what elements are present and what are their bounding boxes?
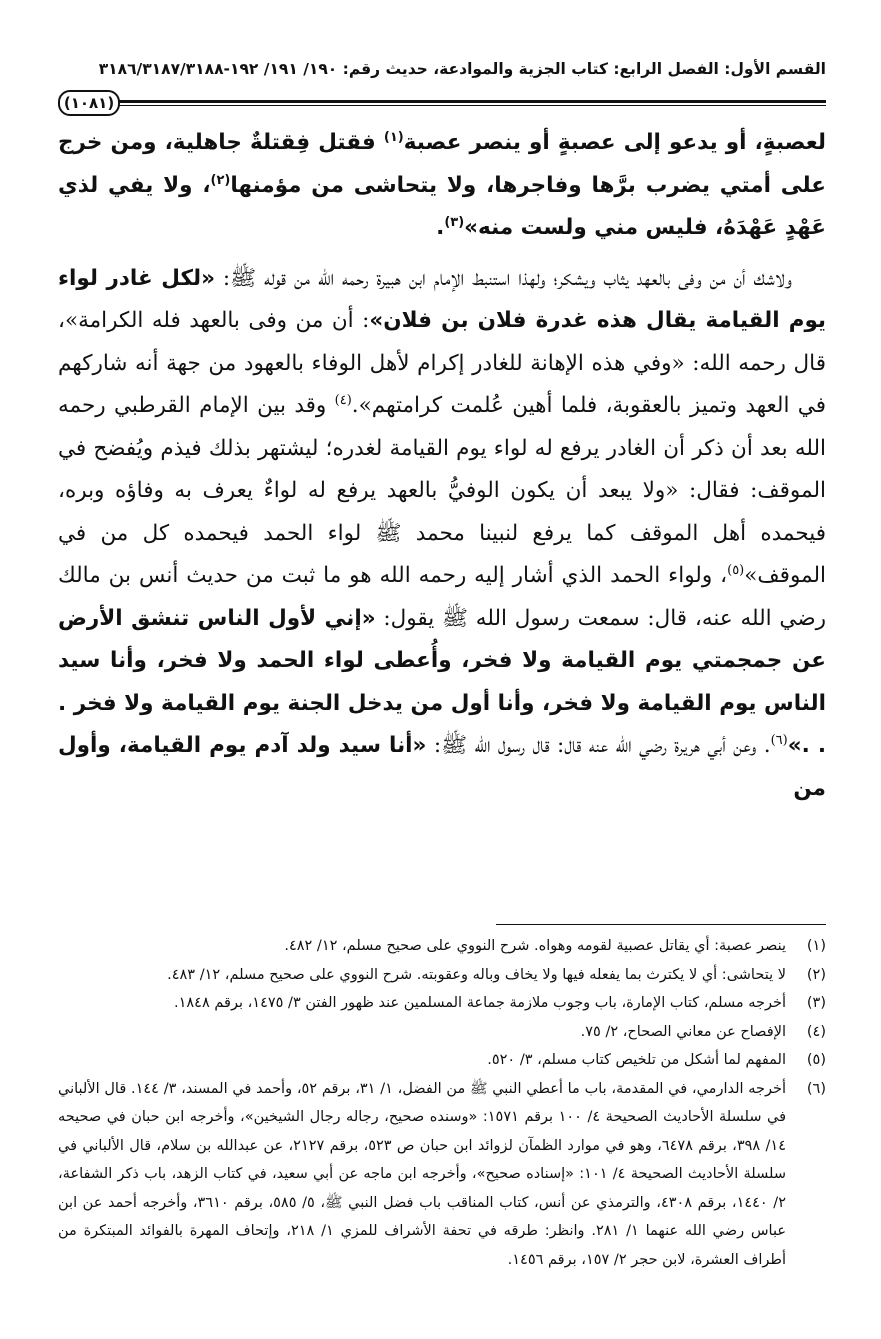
footnote-text: لا يتحاشى: أي لا يكترث بما يفعله فيها ولا يخاف وباله وعقوبته. شرح النووي على صحيح مسلم، ١٢/ ٤٨٣.: [167, 966, 786, 983]
footnote-ref-6[interactable]: (٦): [770, 732, 788, 748]
commentary-text-c: : أن من وفى بالعهد فله الكرامة»، قال رحمه الله: «وفي هذه الإهانة للغادر إكرام لأهل الوفاء بالعهود من جهة أنه شاركهم في العهد وتميز بالعقوبة، فلما أهين عُلمت كرامتهم».: [58, 308, 827, 418]
footnote-text: المفهم لما أشكل من تلخيص كتاب مسلم، ٣/ ٥٢٠.: [487, 1052, 786, 1068]
footnote-number: (١): [806, 938, 826, 954]
running-head: القسم الأول: الفصل الرابع: كتاب الجزية والموادعة، حديث رقم: ١٩٠/ ١٩١/ ١٩٢-٣١٨٦/٣١٨٧/٣١٨٨: [98, 60, 826, 78]
header-rule-thin: [116, 105, 826, 106]
commentary-text-d: وقد بين الإمام القرطبي رحمه الله بعد أن ذكر أن الغادر يرفع له لواء يوم القيامة لغدره؛ ليشتهر بذلك فيذم ويُفضح في الموقف: فقال: «ولا يبعد أن يكون الوفيُّ بالعهد يرفع له لواءٌ يعرف به وفاؤه وبره، فيحمده أهل الموقف كما يرفع لنبينا محمد ﷺ لواء الحمد فيحمده كل من في الموقف»: [58, 393, 826, 588]
footnote-ref-2[interactable]: (٢): [210, 172, 231, 188]
page-number: (١٠٨١): [58, 90, 120, 116]
footnote-ref-4[interactable]: (٤): [334, 392, 352, 408]
footnote-item: [58, 989, 826, 1018]
hadith-text-4: .: [436, 215, 445, 240]
footnote-text: أخرجه الدارمي، في المقدمة، باب ما أعطي النبي ﷺ من الفضل، ١/ ٣١، برقم ٥٢، وأحمد في المسند، ٣/ ١٤٤. قال الألباني في سلسلة الأحاديث الصحيحة ٤/ ١٠٠ برقم ١٥٧١: «وسنده صحيح، رجاله رجال الشيخين»، وأخرجه ابن حبان في صحيحه ١٤/ ٣٩٨، برقم ٦٤٧٨، وهو في موارد الظمآن لزوائد ابن حبان ص ٥٢٣، برقم ٢١٢٧، عن عبدالله بن سلام، قال الألباني في سلسلة الأحاديث الصحيحة ٤/ ١٠١: «إسناده صحيح»، وأخرجه ابن ماجه عن أبي سعيد، في كتاب الزهد، باب ذكر الشفاعة، ٢/ ١٤٤٠، برقم ٤٣٠٨، والترمذي عن أنس، كتاب المناقب باب فضل النبي ﷺ، ٥/ ٥٨٥، برقم ٣٦١٠، وأخرجه أحمد عن ابن عباس رضي الله عنهما ١/ ٢٨١. وانظر: طرقه في تحفة الأشراف للمزي ١/ ٢١٨، وإتحاف المهرة بالفوائد المبتكرة من أطراف العشرة، لابن حجر ٢/ ١٥٧، برقم ١٤٥٦.: [58, 1080, 787, 1268]
hadith-text-3: ، ولا يفي لذي عَهْدٍ عَهْدَهُ، فليس مني ولست منه»: [58, 172, 826, 240]
footnote-separator: [496, 924, 826, 925]
quoted-hadith-3: «أنا سيد ولد آدم يوم القيامة، وأول من: [58, 733, 826, 801]
footnote-number: (٦): [806, 1080, 826, 1097]
footnote-ref-5[interactable]: (٥): [727, 562, 745, 578]
footnotes: [58, 932, 826, 1274]
footnote-text: الإفصاح عن معاني الصحاح، ٢/ ٧٥.: [580, 1023, 786, 1040]
hadith-paragraph: [58, 122, 826, 250]
footnote-item: [58, 961, 826, 990]
footnote-ref-1[interactable]: (١): [383, 129, 404, 145]
footnote-ref-3[interactable]: (٣): [444, 214, 465, 230]
commentary-text-e: ، ولواء الحمد الذي أشار إليه رحمه الله هو ما ثبت من حديث أنس بن مالك رضي الله عنه، قال: سمعت رسول الله ﷺ يقول:: [58, 563, 826, 631]
footnote-number: (٥): [806, 1052, 826, 1068]
footnote-text: ينصر عصبة: أي يقاتل عصبية لقومه وهواه. شرح النووي على صحيح مسلم، ١٢/ ٤٨٢.: [284, 938, 786, 954]
footnote-item: [58, 1075, 826, 1275]
header-rule: [58, 90, 826, 116]
footnote-text: أخرجه مسلم، كتاب الإمارة، باب وجوب ملازمة جماعة المسلمين عند ظهور الفتن ٣/ ١٤٧٥، برقم ١٨٤٨.: [173, 995, 786, 1011]
hadith-text-1: لعصبةٍ، أو يدعو إلى عصبةٍ أو ينصر عصبة: [403, 130, 827, 155]
quoted-hadith-1: «لكل غادر لواء يوم القيامة يقال هذه غدرة فلان بن فلان»: [58, 265, 827, 333]
commentary-text-g: . وعن أبي هريرة رضي الله عنه قال: قال رسول الله ﷺ:: [426, 733, 771, 758]
footnote-number: (٣): [806, 995, 826, 1011]
footnote-number: (٢): [806, 966, 826, 983]
footnote-item: [58, 1018, 826, 1047]
commentary-text-a: ولاشك أن من وفى بالعهد يثاب ويشكر؛ ولهذا استنبط الإمام ابن هبيرة رحمه الله من قوله ﷺ:: [214, 265, 792, 291]
footnote-number: (٤): [806, 1023, 826, 1040]
footnote-item: [58, 932, 826, 961]
main-text: [58, 122, 826, 810]
footnote-item: [58, 1046, 826, 1075]
quoted-hadith-2: «إني لأول الناس تنشق الأرض عن جمجمتي يوم القيامة ولا فخر، وأُعطى لواء الحمد ولا فخر، وأنا سيد الناس يوم القيامة ولا فخر، وأنا أول من يدخل الجنة يوم القيامة ولا فخر . . .»: [58, 605, 826, 758]
header-rule-thick: [116, 100, 826, 103]
hadith-text-2: فقتل فِقتلةٌ جاهلية، ومن خرج على أمتي يضرب برَّها وفاجرها، ولا يتحاشى من مؤمنها: [58, 130, 826, 198]
commentary-paragraph: [58, 258, 826, 811]
